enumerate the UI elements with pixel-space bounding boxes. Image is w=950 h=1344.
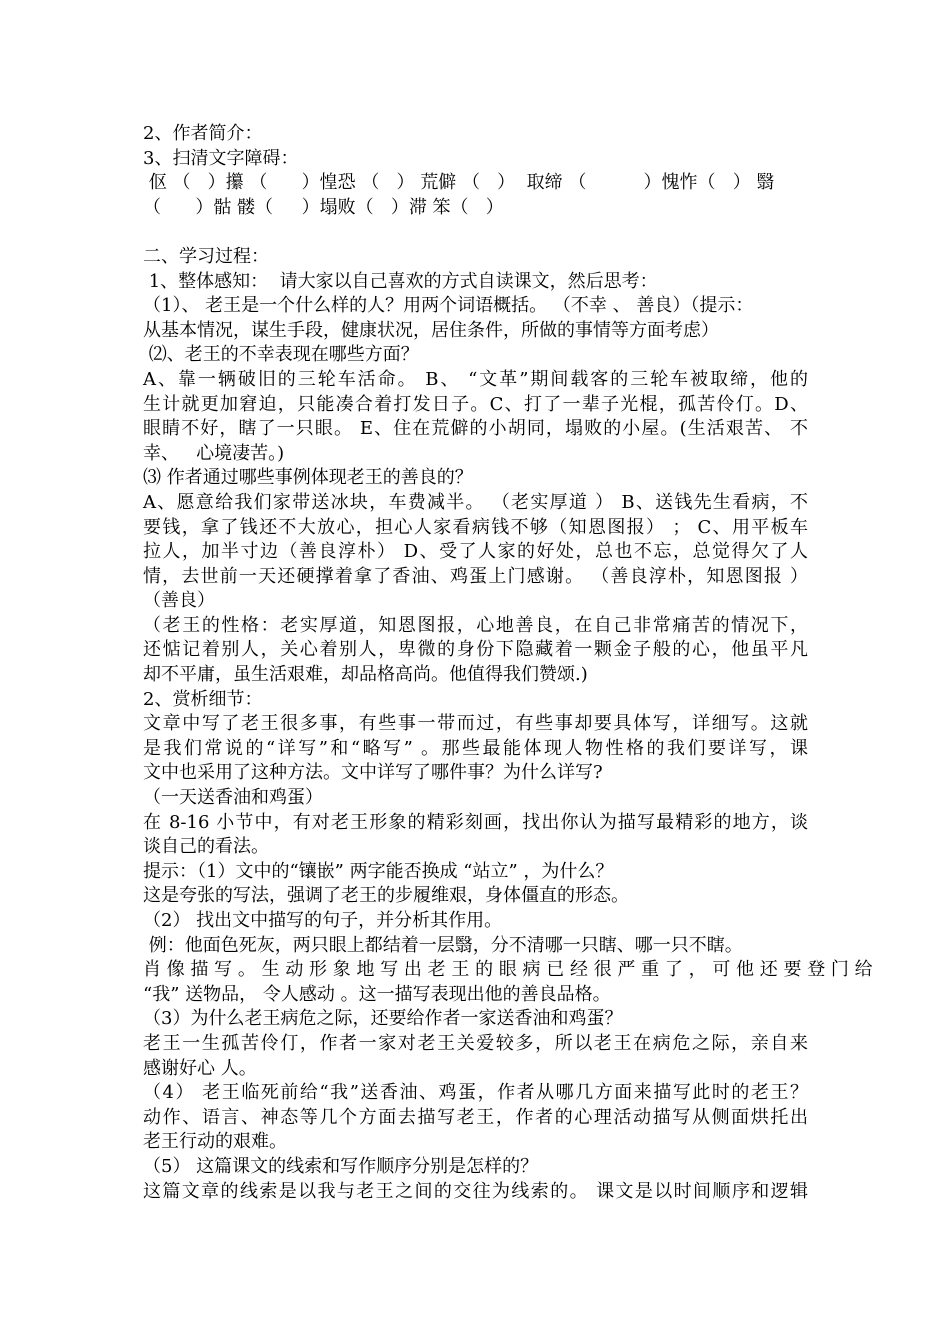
question-line: 提示：（1）文中的“镶嵌” 两字能否换成 “站立” ，为什么？ — [143, 860, 614, 882]
paragraph-line: 这是夸张的写法，强调了老王的步履维艰，身体僵直的形态。 — [143, 885, 629, 907]
paragraph-line: （一天送香油和鸡蛋） — [143, 787, 323, 809]
paragraph-line: 老王行动的艰难。 — [143, 1131, 287, 1153]
paragraph-line: “我” 送物品， 令人感动 。这一描写表现出他的善良品格。 — [143, 983, 611, 1005]
paragraph-line: 在 8-16 小节中，有对老王形象的精彩刻画，找出你认为描写最精彩的地方，谈 — [143, 811, 808, 833]
paragraph-line: 眼睛不好，瞎了一只眼。 E、住在荒僻的小胡同，塌败的小屋。(生活艰苦、 不 — [143, 418, 808, 440]
paragraph-line: 还惦记着别人，关心着别人，卑微的身份下隐藏着一颗金子般的心，他虽平凡 — [143, 639, 808, 661]
question-line: （3）为什么老王病危之际，还要给作者一家送香油和鸡蛋？ — [143, 1008, 623, 1030]
paragraph-line: 这篇文章的线索是以我与老王之间的交往为线索的。 课文是以时间顺序和逻辑 — [143, 1180, 808, 1202]
paragraph-line: 幸、 心境凄苦。) — [143, 442, 285, 464]
section-heading-learning-process: 二、学习过程： — [143, 245, 269, 267]
paragraph-line: 是我们常说的“详写”和“略写” 。那些最能体现人物性格的我们要详写，课 — [143, 737, 808, 759]
vocabulary-line-1: 伛 （ ）攥 （ ）惶恐 （ ） 荒僻 （ ） 取缔 （ ）愧怍（ ） 翳 — [143, 172, 775, 194]
paragraph-line: 拉人，加半寸边（善良淳朴） D、受了人家的好处，总也不忘，总觉得欠了人 — [143, 541, 808, 563]
paragraph-line: （1）、 老王是一个什么样的人？用两个词语概括。 （不幸 、 善良）（提示： — [143, 295, 754, 317]
paragraph-line: 动作、语言、神态等几个方面去描写老王，作者的心理活动描写从侧面烘托出 — [143, 1106, 808, 1128]
heading-vocabulary: 3、扫清文字障碍： — [143, 147, 299, 169]
blank-line — [143, 220, 808, 245]
paragraph-line: 老王一生孤苦伶仃，作者一家对老王关爱较多，所以老王在病危之际，亲自来 — [143, 1032, 808, 1054]
subheading-detail-analysis: 2、赏析细节： — [143, 688, 263, 710]
paragraph-line: 从基本情况，谋生手段，健康状况，居住条件，所做的事情等方面考虑） — [143, 319, 719, 341]
paragraph-line: （善良） — [143, 590, 215, 612]
paragraph-line: 要钱，拿了钱还不大放心，担心人家看病钱不够（知恩图报） ； C、用平板车 — [143, 516, 808, 538]
question-line: （4） 老王临死前给“我”送香油、鸡蛋，作者从哪几方面来描写此时的老王？ — [143, 1082, 808, 1104]
question-line: ⑶ 作者通过哪些事例体现老王的善良的？ — [143, 467, 473, 489]
question-line: （2） 找出文中描写的句子，并分析其作用。 — [143, 910, 503, 931]
subheading-overall-perception: 1、整体感知： 请大家以自己喜欢的方式自读课文，然后思考： — [143, 270, 658, 292]
paragraph-line: 肖 像 描 写 。 生 动 形 象 地 写 出 老 王 的 眼 病 已 经 很 严 重 了 ， 可 他 还 要 登 门 给 — [143, 959, 873, 981]
paragraph-line: A、靠一辆破旧的三轮车活命。 B、 “文革”期间载客的三轮车被取缔，他的 — [143, 368, 808, 390]
paragraph-line: 例：他面色死灰，两只眼上都结着一层翳，分不清哪一只瞎、哪一只不瞎。 — [143, 934, 743, 956]
paragraph-line: A、愿意给我们家带送冰块，车费减半。 （老实厚道 ） B、送钱先生看病，不 — [143, 491, 808, 513]
paragraph-line: 却不平庸，虽生活艰难，却品格高尚。他值得我们赞颂.) — [143, 664, 588, 686]
paragraph-line: （老王的性格：老实厚道，知恩图报，心地善良，在自己非常痛苦的情况下， — [143, 614, 808, 636]
paragraph-line: 文章中写了老王很多事，有些事一带而过，有些事却要具体写，详细写。这就 — [143, 713, 808, 735]
document-body — [143, 122, 873, 1204]
vocabulary-line-2: （ ）骷 髅（ ）塌败（ ）滞 笨（ ） — [143, 196, 504, 218]
question-line: ⑵、老王的不幸表现在哪些方面？ — [143, 344, 419, 366]
paragraph-line: 感谢好心 人。 — [143, 1057, 257, 1079]
question-line: （5） 这篇课文的线索和写作顺序分别是怎样的？ — [143, 1155, 539, 1177]
paragraph-line: 文中也采用了这种方法。文中详写了哪件事？为什么详写? — [143, 762, 603, 784]
paragraph-line: 生计就更加窘迫，只能凑合着打发日子。C、打了一辈子光棍，孤苦伶仃。D、 — [143, 393, 808, 415]
paragraph-line: 谈自己的看法。 — [143, 836, 269, 858]
heading-author-intro: 2、作者简介： — [143, 123, 263, 144]
paragraph-line: 情，去世前一天还硬撑着拿了香油、鸡蛋上门感谢。 （善良淳朴，知恩图报 ） — [143, 565, 808, 587]
